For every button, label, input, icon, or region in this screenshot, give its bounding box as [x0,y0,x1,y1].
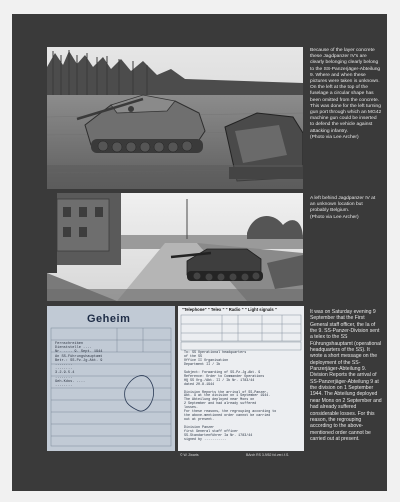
caption-jagdpanzer-concrete: Because of the layer concrete these Jagdpanzer IV's are clearly belonging clearly belong to the SS-Panzerjäger-Abteilung 9. Where and when these pictures were taken is unknown. On the left at the top of the fuselage a circular shape has been omitted from the concrete. This was done for the left turning gun port through which an MG42 machine gun could be inserted to defend the vehicle against attacking infantry. (Photo via Lee Archer) [310,48,382,140]
caption-telex-ss-panzerjaeger: It was on Saturday evening 9 September that the First General staff officer, the Ia of the 9. SS-Panzer-Division sent a telex to the SS Führungshauptamt (operational headquarters of the SS). It wrote a short message on the deployment of the SS-Panzerjäger-Abteilung 9. Division Reports the arrival of SS-Panzerjäger-Abteilung 9 at the division on 1 September 1944. The Abteilung deployed near Mons on 2 September and had already suffered considerable losses. For this reason, the regrouping according to the above-mentioned order cannot be carried out at present. [310,309,382,442]
photo-jagdpanzer-field-image [47,47,303,189]
document-left-geheim [47,306,175,451]
photo-jagdpanzer-road [47,193,303,301]
photo-jagdpanzer-road-image [47,193,303,301]
magazine-page [12,14,387,491]
credit-left: © W. Zwarts [180,453,199,457]
document-left-text: Fernschreiben Dienststelle .... Nr. .... 9. Sept. 1944 An SS-Führungshauptamt Betr.: SS-Pz.Jg.Abt. 9 ........ ........ 3.2.9.5.4 ........ Geh.Kdos. .... ........ [55,342,103,389]
document-left-stamp: Geheim [87,313,131,325]
document-right-header: "Telephone" " Telex " " Radio " " Light signals " [182,307,277,312]
credit-right: BArch RS 3-9/52 fol.ver.i.f.S. [246,453,290,457]
document-right-telex [178,306,304,451]
document-right-text: To: SS Operational headquarters of the SS Office II Organisation Department II / Ib Subject: Forwarding of SS-Pz.Jg.Abt. 9 Reference: Order to Commander Operations HQ SS Org./Abt. II / Ib Nr. 1783/44 dated 20.8.1944 Division Reports the arrival of SS-Panzer- Abt. 9 at the division on 1 September 1944. The Abteilung deployed near Mons on 2 September and had already suffered losses. For these reasons, the regrouping according to the above-mentioned order cannot be carried out at present. Division Panzer first General staff officer SS-Standartenführer Ia Nr. 1783/44 signed by ........... [184,351,277,442]
caption-left-behind-jagdpanzer: A left behind Jagdpanzer IV at an unknown location but probably Belgium. (Photo via Lee Archer) [310,196,376,220]
photo-jagdpanzer-field [47,47,303,189]
